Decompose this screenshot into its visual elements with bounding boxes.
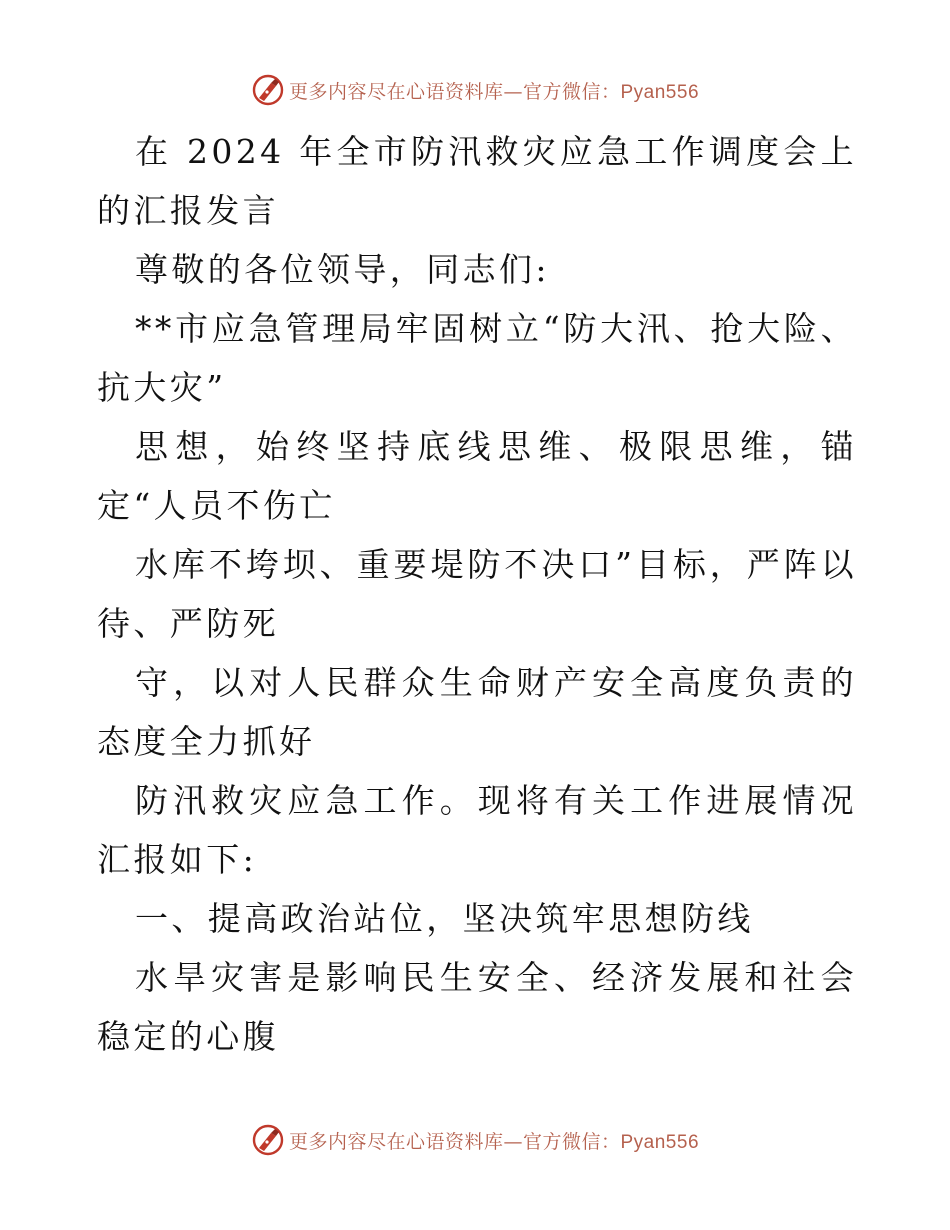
footer-watermark <box>0 1120 950 1160</box>
paragraph: 水旱灾害是影响民生安全、经济发展和社会稳定的心腹 <box>97 958 857 1056</box>
paragraph: 思想，始终坚持底线思维、极限思维，锚定“人员不伤亡 <box>97 427 857 525</box>
paragraph: 水库不垮坝、重要堤防不决口”目标，严阵以待、严防死 <box>97 545 857 643</box>
header-watermark <box>0 70 950 110</box>
paragraph: 守，以对人民群众生命财产安全高度负责的态度全力抓好 <box>97 663 857 761</box>
document-title: 在 2024 年全市防汛救灾应急工作调度会上的汇报发言 <box>97 132 857 230</box>
paragraph: **市应急管理局牢固树立“防大汛、抢大险、抗大灾” <box>97 309 857 407</box>
pen-nib-circle-icon <box>251 1123 285 1157</box>
section-heading: 一、提高政治站位，坚决筑牢思想防线 <box>135 899 754 938</box>
paragraph: 防汛救灾应急工作。现将有关工作进展情况汇报如下: <box>97 781 857 879</box>
paragraph: 尊敬的各位领导，同志们: <box>135 250 550 289</box>
watermark-wechat-id: Pyan556 <box>620 81 700 103</box>
document-body <box>97 122 857 1066</box>
watermark-text: 更多内容尽在心语资料库—官方微信：Pyan556 <box>288 1130 700 1153</box>
watermark-text: 更多内容尽在心语资料库—官方微信：Pyan556 <box>288 80 700 103</box>
watermark-wechat-id: Pyan556 <box>620 1131 700 1153</box>
pen-nib-circle-icon <box>251 73 285 107</box>
